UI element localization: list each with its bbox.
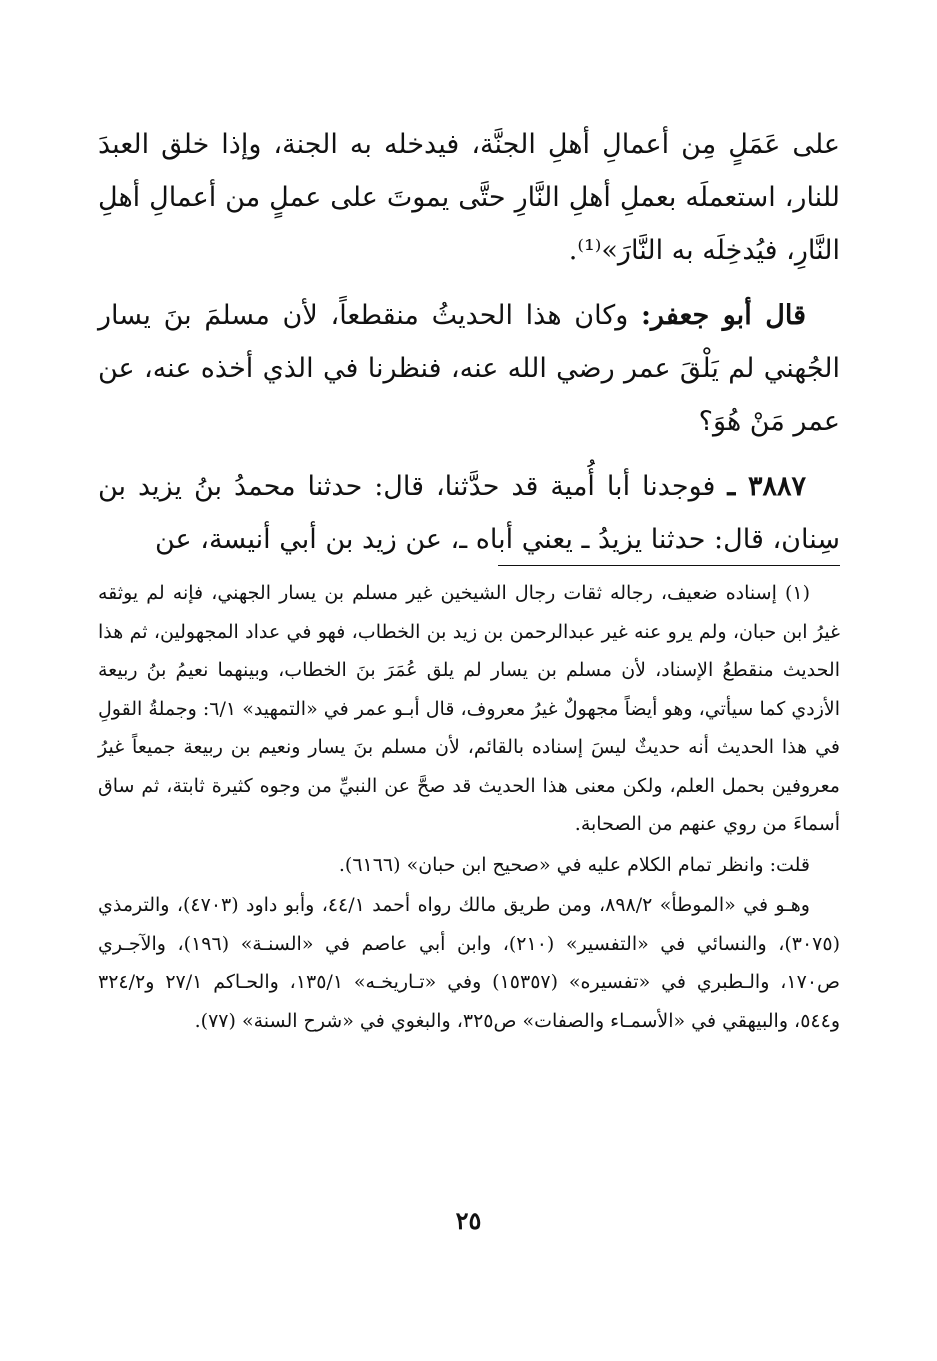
page-number: ٢٥ (455, 1206, 482, 1235)
paragraph-text: فوجدنا أبا أُمية قد حدَّثنا، قال: حدثنا محمدُ بنُ يزيد بن سِنان، قال: حدثنا يزيدُ ـ يعني أباه ـ، عن زيد بن أبي أنيسة، عن (98, 471, 840, 555)
paragraph-text: على عَمَلٍ مِن أعمالِ أهلِ الجنَّة، فيدخله به الجنة، وإذا خلق العبدَ للنار، استعملَه بعملِ أهلِ النَّارِ حتَّى يموتَ على عملٍ من أعمالِ أهلِ النَّارِ، فيُدخِلَه به النَّارَ»⁽¹⁾. (98, 129, 840, 266)
main-text (98, 118, 840, 578)
footnote-paragraph-1: (١) إسناده ضعيف، رجاله ثقات رجال الشيخين غير مسلم بن يسار الجهني، فإنه لم يوثقه غيرُ ابن حبان، ولم يرو عنه غير عبدالرحمن بن زيد بن الخطاب، فهو في عداد المجهولين، ثم هذا الحديث منقطعُ الإسناد، لأن مسلم بن يسار لم يلق عُمَرَ بنَ الخطاب، وبينهما نعيمُ بنُ ربيعة الأزدي كما سيأتي، وهو أيضاً مجهولٌ غيرُ معروف، قال أبـو عمر في «التمهيد» ٦/١: وجملةُ القولِ في هذا الحديث أنه حديثٌ ليسَ إسناده بالقائم، لأن مسلم بنَ يسار ونعيم بن ربيعة جميعاً غيرُ معروفين بحمل العلم، ولكن معنى هذا الحديث قد صحَّ عن النبيِّ من وجوه كثيرة ثابتة، ثم ساق أسماءَ من روي عنهم من الصحابة. (98, 582, 840, 835)
footnote-paragraph-3: وهـو في «الموطأ» ٨٩٨/٢، ومن طريق مالك رواه أحمد ٤٤/١، وأبو داود (٤٧٠٣)، والترمذي (٣٠٧٥)، والنسائي في «التفسير» (٢١٠)، وابن أبي عاصم في «السنـة» (١٩٦)، والآجـري ص١٧٠، والـطبري في «تفسيره» (١٥٣٥٧) وفي «تـاريخـه» ١٣٥/١، والحـاكم ٢٧/١ و٣٢٤/٢ و٥٤٤، والبيهقي في «الأسمـاء والصفات» ص٣٢٥، والبغوي في «شرح السنة» (٧٧). (98, 894, 841, 1032)
hadith-number: ٣٨٨٧ ـ (727, 471, 806, 502)
footnote-divider (498, 565, 840, 566)
paragraph-lead: قال أبو جعفر: (640, 300, 806, 331)
main-paragraph-2 (98, 289, 840, 448)
main-paragraph-1 (98, 118, 840, 277)
paragraph-text: وكان هذا الحديثُ منقطعاً، لأن مسلمَ بنَ يسار الجُهني لم يَلْقَ عمر رضي الله عنه، فنظرنا في الذي أخذه عنه، عن عمر مَنْ هُوَ؟ (98, 300, 840, 437)
footnotes (98, 574, 840, 1040)
footnote-paragraph-2: قلت: وانظر تمام الكلام عليه في «صحيح ابن حبان» (٦١٦٦). (338, 853, 810, 876)
main-paragraph-3 (98, 460, 840, 566)
